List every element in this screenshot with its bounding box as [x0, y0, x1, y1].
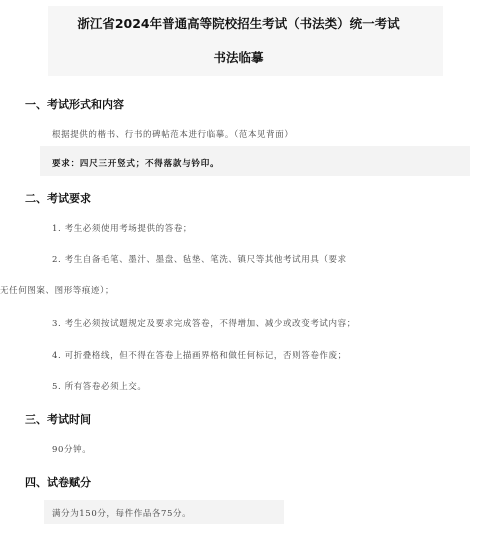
paragraph-exam-duration: 90分钟。 [52, 445, 92, 455]
document-title: 浙江省2024年普通高等院校招生考试（书法类）统一考试 [77, 16, 400, 31]
list-item-requirement-2: 2. 考生自备毛笔、墨汁、墨盘、毡垫、笔洗、镇尺等其他考试用具（要求 [52, 255, 347, 265]
list-item-requirement-4: 4. 可折叠格线，但不得在答卷上描画界格和做任何标记，否则答卷作废； [52, 351, 347, 361]
section-heading-time: 三、考试时间 [25, 413, 91, 426]
section-heading-scoring: 四、试卷赋分 [25, 476, 91, 489]
list-item-requirement-1: 1. 考生必须使用考场提供的答卷； [52, 224, 193, 234]
paragraph-copy-instructions: 根据提供的楷书、行书的碑帖范本进行临摹。（范本见背面） [52, 130, 294, 140]
section-heading-form-content: 一、考试形式和内容 [25, 98, 124, 111]
section-heading-requirements: 二、考试要求 [25, 192, 91, 205]
list-item-requirement-5: 5. 所有答卷必须上交。 [52, 382, 147, 392]
list-item-requirement-2-cont: 无任何图案、图形等痕迹）； [0, 286, 115, 296]
paragraph-scoring: 满分为150分，每件作品各75分。 [52, 509, 192, 519]
paragraph-format-requirement: 要求：四尺三开竖式；不得落款与钤印。 [52, 159, 220, 169]
document-subtitle: 书法临摹 [213, 50, 264, 65]
list-item-requirement-3: 3. 考生必须按试题规定及要求完成答卷，不得增加、减少或改变考试内容； [52, 319, 356, 329]
